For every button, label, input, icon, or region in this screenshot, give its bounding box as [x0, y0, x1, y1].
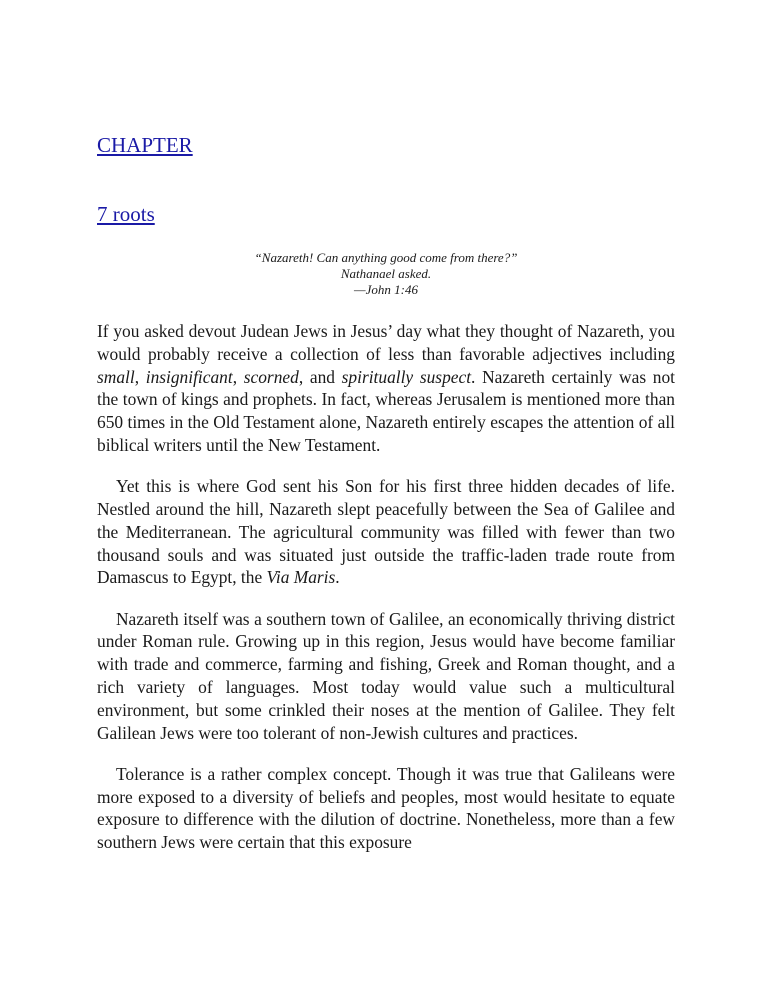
body-text [97, 320, 675, 854]
epigraph [97, 250, 675, 298]
paragraph-4: Tolerance is a rather complex concept. Though it was true that Galileans were more exposed to a diversity of beliefs and peoples, most would hesitate to equate exposure to difference with the dilution of doctrine. Nonetheless, more than a few southern Jews were certain that this exposure [97, 763, 675, 853]
paragraph-2: Yet this is where God sent his Son for his first three hidden decades of life. Nestled around the hill, Nazareth slept peacefully between the Sea of Galilee and the Mediterranean. The agricultural community was filled with fewer than two thousand souls and was situated just outside the traffic-laden trade route from Damascus to Egypt, the Via Maris. [97, 476, 675, 588]
epigraph-speaker: Nathanael asked. [340, 266, 432, 281]
chapter-heading-link[interactable]: CHAPTER [97, 133, 193, 157]
paragraph-text: . Nazareth certainly was not the town of kings and prophets. In fact, whereas Jerusalem is mentioned more than 650 times in the Old Testament alone, Nazareth entirely escapes the attention of all biblical writers until the New Testament. [97, 366, 676, 455]
paragraph-text: If you asked devout Judean Jews in Jesus’ day what they thought of Nazareth, you would probably receive a collection of less than favorable adjectives including [97, 321, 675, 364]
emphasis-small: small [97, 366, 135, 387]
epigraph-source: —John 1:46 [354, 282, 418, 297]
paragraph-text: Yet this is where God sent his Son for his first three hidden decades of life. Nestled around the hill, Nazareth slept peacefully between the Sea of Galilee and the Mediterranean. The agricultural community was filled with fewer than two thousand souls and was situated just outside the traffic-laden trade route from Damascus to Egypt, the [97, 476, 675, 588]
emphasis-insignificant: insignificant [145, 366, 233, 387]
emphasis-spiritually-suspect: spiritually suspect [341, 366, 472, 387]
paragraph-1: If you asked devout Judean Jews in Jesus’ day what they thought of Nazareth, you would probably receive a collection of less than favorable adjectives including small, insignificant, scorned, and spiritually suspect. Nazareth certainly was not the town of kings and prophets. In fact, whereas Jerusalem is mentioned more than 650 times in the Old Testament alone, Nazareth entirely escapes the attention of all biblical writers until the New Testament. [97, 321, 676, 455]
emphasis-via-maris: Via Maris [266, 567, 336, 588]
chapter-title-link[interactable]: 7 roots [97, 202, 155, 226]
paragraph-3: Nazareth itself was a southern town of Galilee, an economically thriving district under Roman rule. Growing up in this region, Jesus would have become familiar with trade and commerce, farming and fishing, Greek and Roman thought, and a rich variety of languages. Most today would value such a multicultural environment, but some crinkled their noses at the mention of Galilee. They felt Galilean Jews were too tolerant of non-Jewish cultures and practices. [97, 608, 675, 743]
epigraph-quote: “Nazareth! Can anything good come from there?” [254, 250, 518, 265]
emphasis-scorned: scorned [243, 366, 299, 387]
